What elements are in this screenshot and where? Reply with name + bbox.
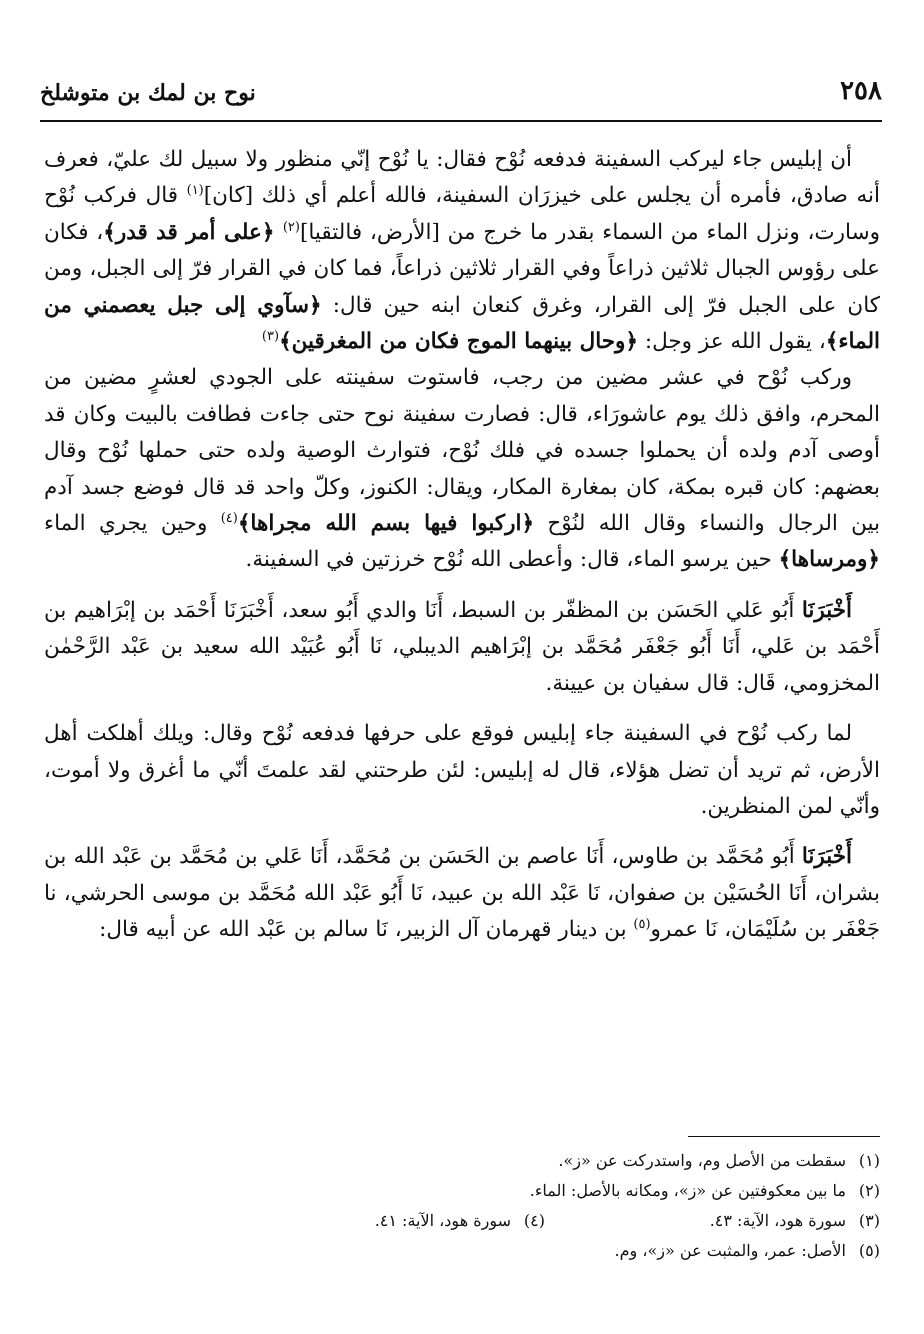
footnote-ref-4: (٤) xyxy=(220,510,238,526)
text-segment: وركب نُوْح في عشر مضين من رجب، فاستوت سفينته على الجودي لعشرٍ مضين من المحرم، وافق ذلك يوم عاشورَاء، قال: فصارت سفينة نوح حتى جاءت فطافت بالبيت وكان قد أوصى آدم ولده أن يحملوا جسده في فلك نُوْح، فتوارث الوصية ولده حتى حملها نُوْح وقال بعضهم: كان قبره بمكة، كان بمغارة المكار، ويقال: الكنوز، وكلّ واحد قد قال فوضع جسد آدم بين الرجال والنساء وقال الله لنُوْح xyxy=(44,365,881,537)
footnote-ref-3: (٣) xyxy=(261,328,280,344)
footnote-text: سورة هود، الآية: ٤١. xyxy=(374,1211,511,1230)
footnote-2 xyxy=(44,1176,880,1206)
isnad-lead: أَخْبَرَنَا xyxy=(801,597,852,623)
footnote-3 xyxy=(545,1206,880,1236)
footnote-number: (١) xyxy=(858,1151,880,1170)
text-segment: أن إبليس جاء ليركب السفينة فدفعه نُوْح فقال: يا نُوْح إنّي منظور ولا سبيل لك عليّ، فعرف أنه صادق، فأمره أن يجلس على خيزرَان السفينة، فالله أعلم أي ذلك [كان] xyxy=(44,147,880,209)
quran-quote: ﴿اركبوا فيها بسم الله مجراها﴾ xyxy=(237,511,535,537)
footnote-text: سورة هود، الآية: ٤٣. xyxy=(709,1211,846,1230)
footnote-text: الأصل: عمر، والمثبت عن «ز»، وم. xyxy=(614,1241,846,1260)
footnote-ref-1: (١) xyxy=(186,183,204,199)
page-header xyxy=(40,72,882,122)
footnote-ref-2: (٢) xyxy=(282,219,300,235)
main-text xyxy=(44,142,880,949)
quran-quote: ﴿على أمر قد قدر﴾ xyxy=(103,219,283,245)
text-segment: حين يرسو الماء، قال: وأعطى الله نُوْح خرزتين في السفينة. xyxy=(245,547,779,573)
quran-quote: ﴿ومرساها﴾ xyxy=(778,547,880,573)
text-segment: وحين يجري الماء xyxy=(44,511,221,537)
footnotes xyxy=(44,1146,880,1266)
footnote-5 xyxy=(44,1236,880,1266)
quran-quote: ﴿وحال بينهما الموج فكان من المغرقين﴾ xyxy=(279,329,639,355)
footnote-4 xyxy=(210,1206,545,1236)
footnote-number: (٥) xyxy=(858,1241,880,1260)
paragraph-5 xyxy=(44,839,880,948)
footnote-number: (٣) xyxy=(858,1211,880,1230)
footnote-separator xyxy=(688,1136,880,1137)
running-title: نوح بن لمك بن متوشلخ xyxy=(40,80,256,106)
footnote-ref-5: (٥) xyxy=(633,916,651,932)
footnote-1 xyxy=(44,1146,880,1176)
text-segment: ، فكان على رؤوس الجبال ثلاثين ذراعاً وفي القرار ثلاثين ذراعاً، فما كان في القرار فرّ إلى الجبل، ومن كان على الجبل فرّ إلى القرار، وغرق كنعان ابنه حين قال: xyxy=(44,219,880,318)
text-segment: بن دينار قهرمان آل الزبير، نَا سالم بن عَبْد الله عن أبيه قال: xyxy=(99,917,634,943)
paragraph-1 xyxy=(44,142,880,360)
footnote-number: (٤) xyxy=(523,1211,545,1230)
paragraph-3 xyxy=(44,593,880,702)
isnad-lead: أَخْبَرَنَا xyxy=(801,844,852,870)
paragraph-2 xyxy=(44,360,880,578)
footnote-number: (٢) xyxy=(858,1181,880,1200)
text-segment: قال فركب نُوْح وسارت، ونزل الماء من السماء بقدر ما خرج من [الأرض، فالتقيا] xyxy=(44,183,880,245)
footnote-text: ما بين معكوفتين عن «ز»، ومكانه بالأصل: الماء. xyxy=(529,1181,846,1200)
paragraph-4 xyxy=(44,716,880,825)
text-segment: أَبُو مُحَمَّد بن طاوس، أَنَا عاصم بن الحَسَن بن مُحَمَّد، أَنَا عَلي بن مُحَمَّد بن عَبْد الله بن بشران، أَنَا الحُسَيْن بن صفوان، نَا عَبْد الله بن عبيد، نَا أَبُو عَبْد الله مُحَمَّد بن موسى الحرشي، نا جَعْفَر بن سُلَيْمَان، نَا عمرو xyxy=(44,844,880,943)
footnote-text: سقطت من الأصل وم، واستدركت عن «ز». xyxy=(558,1151,846,1170)
page-number: ٢٥٨ xyxy=(840,76,882,106)
text-segment: أَبُو عَلي الحَسَن بن المظفّر بن السبط، أَنَا والدي أَبُو سعد، أَخْبَرَنَا أَحْمَد بن إبْرَاهيم بن أَحْمَد بن عَلي، أَنَا أَبُو جَعْفَر مُحَمَّد بن إبْرَاهيم الديبلي، نَا أَبُو عُبَيْد الله سعيد بن عَبْد الرَّحْمٰن المخزومي، قَال: قال سفيان بن عيينة. xyxy=(44,597,880,696)
text-segment: ، يقول الله عز وجل: xyxy=(638,329,826,355)
quran-quote: ﴿سآوي إلى جبل يعصمني من الماء﴾ xyxy=(44,292,880,355)
footnote-row xyxy=(44,1206,880,1236)
text-segment: لما ركب نُوْح في السفينة جاء إبليس فوقع على حرفها فدفعه نُوْح وقال: ويلك أهلكت أهل الأرض، ثم تريد أن تضل هؤلاء، قال له إبليس: لئن طرحتني لقد علمتَ أنّي ما أغرق ولا أموت، وأنّي لمن المنظرين. xyxy=(44,721,880,819)
